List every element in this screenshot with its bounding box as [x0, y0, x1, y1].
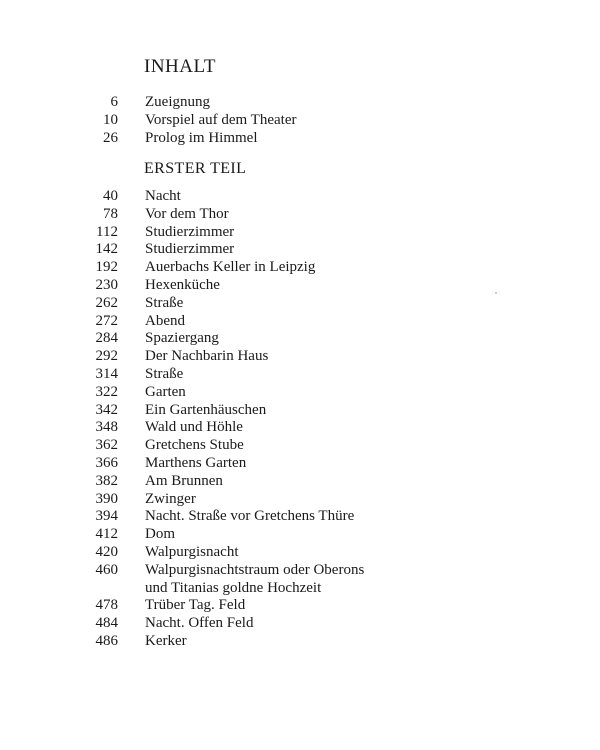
entry-title: Garten	[145, 383, 186, 400]
toc-entry	[0, 366, 600, 384]
entry-page-number: 366	[95, 454, 118, 471]
entry-page-number: 192	[95, 259, 118, 276]
entry-page-number: 342	[95, 401, 118, 418]
entry-page-number: 26	[103, 129, 118, 146]
entry-page-number: 322	[95, 383, 118, 400]
entry-title: Trüber Tag. Feld	[145, 597, 246, 614]
entry-title: Vorspiel auf dem Theater	[145, 111, 297, 128]
entry-title: Walpurgisnachtstraum oder Oberons und Titanias goldne Hochzeit	[145, 561, 365, 596]
entry-page-number: 460	[95, 561, 118, 578]
toc-entry	[0, 562, 600, 598]
toc-entry	[0, 94, 600, 112]
entry-page-number: 484	[95, 615, 118, 632]
entry-page-number: 348	[95, 419, 118, 436]
entry-page-number: 420	[95, 543, 118, 560]
entry-page-number: 10	[103, 111, 118, 128]
entry-title: Zueignung	[145, 94, 210, 110]
entry-page-number: 394	[95, 508, 118, 525]
entry-title: Der Nachbarin Haus	[145, 348, 269, 365]
entries-list	[0, 188, 600, 651]
toc-entry	[0, 277, 600, 295]
entry-page-number: 230	[95, 276, 118, 293]
entry-page-number: 112	[96, 223, 118, 240]
toc-entry	[0, 112, 600, 130]
toc-entry	[0, 259, 600, 277]
entry-title: Zwinger	[145, 490, 196, 507]
entry-page-number: 262	[95, 294, 118, 311]
toc-entry	[0, 491, 600, 509]
toc-entry	[0, 241, 600, 259]
toc-entry	[0, 402, 600, 420]
toc-entry	[0, 348, 600, 366]
entry-page-number: 142	[95, 241, 118, 258]
entry-page-number: 272	[95, 312, 118, 329]
entry-page-number: 362	[95, 437, 118, 454]
toc-entry	[0, 130, 600, 148]
entry-page-number: 40	[103, 188, 118, 204]
toc-entry	[0, 188, 600, 206]
entry-title: Auerbachs Keller in Leipzig	[145, 259, 316, 276]
entry-title: Hexenküche	[145, 276, 220, 293]
entry-title: Walpurgisnacht	[145, 543, 239, 560]
toc-entry	[0, 544, 600, 562]
entry-page-number: 284	[95, 330, 118, 347]
entry-title: Prolog im Himmel	[145, 129, 258, 146]
entry-page-number: 390	[95, 490, 118, 507]
toc-entry	[0, 473, 600, 491]
toc-entry	[0, 526, 600, 544]
toc-entry	[0, 295, 600, 313]
entry-title: Marthens Garten	[145, 454, 247, 471]
section-title: ERSTER TEIL	[144, 160, 247, 177]
page-title: INHALT	[144, 56, 216, 77]
entry-title: Studierzimmer	[145, 223, 235, 240]
entry-page-number: 292	[95, 348, 118, 365]
entry-title: Dom	[145, 526, 175, 543]
toc-entry	[0, 384, 600, 402]
toc-entry	[0, 419, 600, 437]
entry-title: Gretchens Stube	[145, 437, 244, 454]
toc-entry	[0, 455, 600, 473]
entry-title: Wald und Höhle	[145, 419, 243, 436]
entry-title: Straße	[145, 365, 184, 382]
prelude-list	[0, 94, 600, 147]
entry-title: Vor dem Thor	[145, 205, 229, 222]
entry-page-number: 314	[95, 365, 118, 382]
entry-title: Nacht. Offen Feld	[145, 615, 254, 632]
entry-title: Studierzimmer	[145, 241, 235, 258]
toc-entry	[0, 508, 600, 526]
entry-page-number: 382	[95, 472, 118, 489]
entry-title: Ein Gartenhäuschen	[145, 401, 267, 418]
entry-title: Spaziergang	[145, 330, 219, 347]
toc-entry	[0, 330, 600, 348]
toc-entry	[0, 437, 600, 455]
toc-entry	[0, 633, 600, 651]
toc-entry	[0, 313, 600, 331]
entry-page-number: 6	[110, 94, 118, 110]
entry-title: Am Brunnen	[145, 472, 223, 489]
toc-entry	[0, 206, 600, 224]
toc-entry	[0, 597, 600, 615]
entry-title: Straße	[145, 294, 184, 311]
entry-title: Kerker	[145, 632, 187, 649]
entry-page-number: 412	[95, 526, 118, 543]
entry-page-number: 78	[103, 205, 118, 222]
toc-entry	[0, 615, 600, 633]
entry-page-number: 478	[95, 597, 118, 614]
entry-title: Nacht	[145, 188, 181, 204]
page-speck	[495, 292, 497, 294]
entry-title: Nacht. Straße vor Gretchens Thüre	[145, 508, 355, 525]
entry-title: Abend	[145, 312, 185, 329]
toc-entry	[0, 224, 600, 242]
entry-page-number: 486	[95, 632, 118, 649]
